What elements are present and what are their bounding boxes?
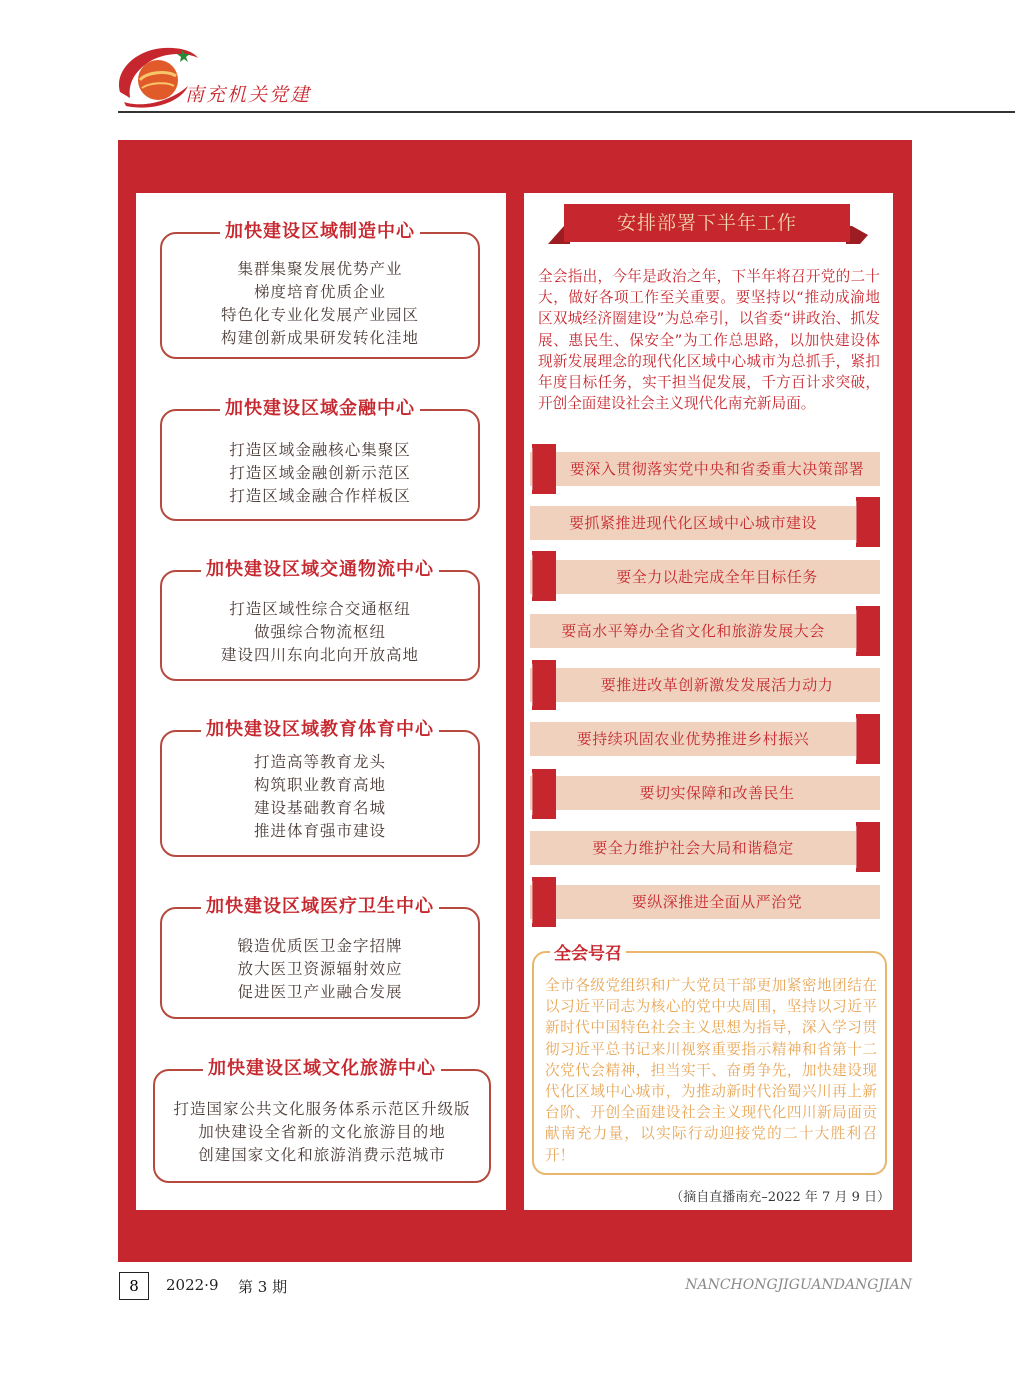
box-item: 放大医卫资源辐射效应 [237,960,403,978]
box-item: 打造区域金融创新示范区 [229,464,411,482]
task-tab-marker [856,497,880,547]
box-item: 促进医卫产业融合发展 [237,983,403,1001]
task-tab-marker [856,822,880,872]
task-item: 要高水平筹办全省文化和旅游发展大会 [530,614,880,648]
issue-number: 第 3 期 [238,1278,288,1296]
call-title: 全会号召 [550,939,626,964]
box-item: 梯度培育优质企业 [253,283,386,301]
box-item: 加快建设全省新的文化旅游目的地 [198,1123,446,1141]
box-title: 加快建设区域金融中心 [220,394,420,420]
task-tab-marker [856,606,880,656]
center-box-healthcare [160,896,480,1019]
box-item: 推进体育强市建设 [253,822,386,840]
task-tab-marker [532,660,556,710]
box-item: 集群集聚发展优势产业 [237,260,403,278]
issue-date: 2022·9 [166,1276,219,1294]
box-title: 加快建设区域教育体育中心 [201,715,439,741]
task-item: 要抓紧推进现代化区域中心城市建设 [530,506,880,540]
task-tab-marker [532,877,556,927]
brand-title: 南充机关党建 [185,84,312,106]
center-box-education [160,719,480,857]
box-item: 构建创新成果研发转化洼地 [220,329,419,347]
task-item: 要全力维护社会大局和谐稳定 [530,831,880,865]
box-item: 构筑职业教育高地 [253,776,386,794]
footer-brand: NANCHONGJIGUANDANGJIAN [685,1277,912,1293]
task-item: 要切实保障和改善民生 [530,776,880,810]
box-title: 加快建设区域医疗卫生中心 [201,892,439,918]
intro-paragraph: 全会指出，今年是政治之年，下半年将召开党的二十大，做好各项工作至关重要。要坚持以“推动成渝地区双城经济圈建设”为总牵引，以省委“讲政治、抓发展、惠民生、保安全”为工作总思路，以加快建设体现新发展理念的现代化区域中心城市为总抓手，紧扣年度目标任务，实干担当促发展，千方百计求突破，开创全面建设社会主义现代化南充新局面。 [538,268,880,413]
task-item: 要持续巩固农业优势推进乡村振兴 [530,722,880,756]
box-title: 加快建设区域制造中心 [220,217,420,243]
box-item: 打造高等教育龙头 [253,753,386,771]
page-number: 8 [119,1272,149,1300]
box-item: 打造区域性综合交通枢纽 [229,600,411,618]
box-item: 建设四川东向北向开放高地 [220,646,419,664]
box-title: 加快建设区域文化旅游中心 [203,1054,441,1080]
box-item: 锻造优质医卫金字招牌 [237,937,403,955]
box-item: 建设基础教育名城 [253,799,386,817]
box-item: 特色化专业化发展产业园区 [220,306,419,324]
task-item: 要深入贯彻落实党中央和省委重大决策部署 [530,452,880,486]
task-item: 要纵深推进全面从严治党 [530,885,880,919]
box-item: 打造国家公共文化服务体系示范区升级版 [173,1100,471,1118]
box-item: 做强综合物流枢纽 [253,623,386,641]
task-tab-marker [856,714,880,764]
center-box-culture-tourism [153,1058,491,1183]
box-item: 打造区域金融核心集聚区 [229,441,411,459]
section-banner: 安排部署下半年工作 [564,204,850,242]
task-item: 要全力以赴完成全年目标任务 [530,560,880,594]
box-item: 打造区域金融合作样板区 [229,487,411,505]
box-title: 加快建设区域交通物流中心 [201,555,439,581]
center-box-logistics [160,559,480,681]
task-tab-marker [532,769,556,819]
task-item: 要推进改革创新激发发展活力动力 [530,668,880,702]
task-tab-marker [532,444,556,494]
page-header [0,0,1015,120]
call-text: 全市各级党组织和广大党员干部更加紧密地团结在以习近平同志为核心的党中央周围，坚持以习近平新时代中国特色社会主义思想为指导，深入学习贯彻习近平总书记来川视察重要指示精神和省第十二次党代会精神，担当实干、奋勇争先，加快建设现代化区域中心城市，为推动新时代治蜀兴川再上新台阶、开创全面建设社会主义现代化四川新局面贡献南充力量，以实际行动迎接党的二十大胜利召开！ [545,977,877,1164]
box-item: 创建国家文化和旅游消费示范城市 [198,1146,446,1164]
source-citation: （摘自直播南充–2022 年 7 月 9 日） [670,1190,890,1205]
plenary-call-box [532,944,887,1175]
center-box-finance [160,398,480,521]
header-divider [118,111,1015,113]
task-tab-marker [532,551,556,601]
center-box-manufacturing [160,221,480,359]
